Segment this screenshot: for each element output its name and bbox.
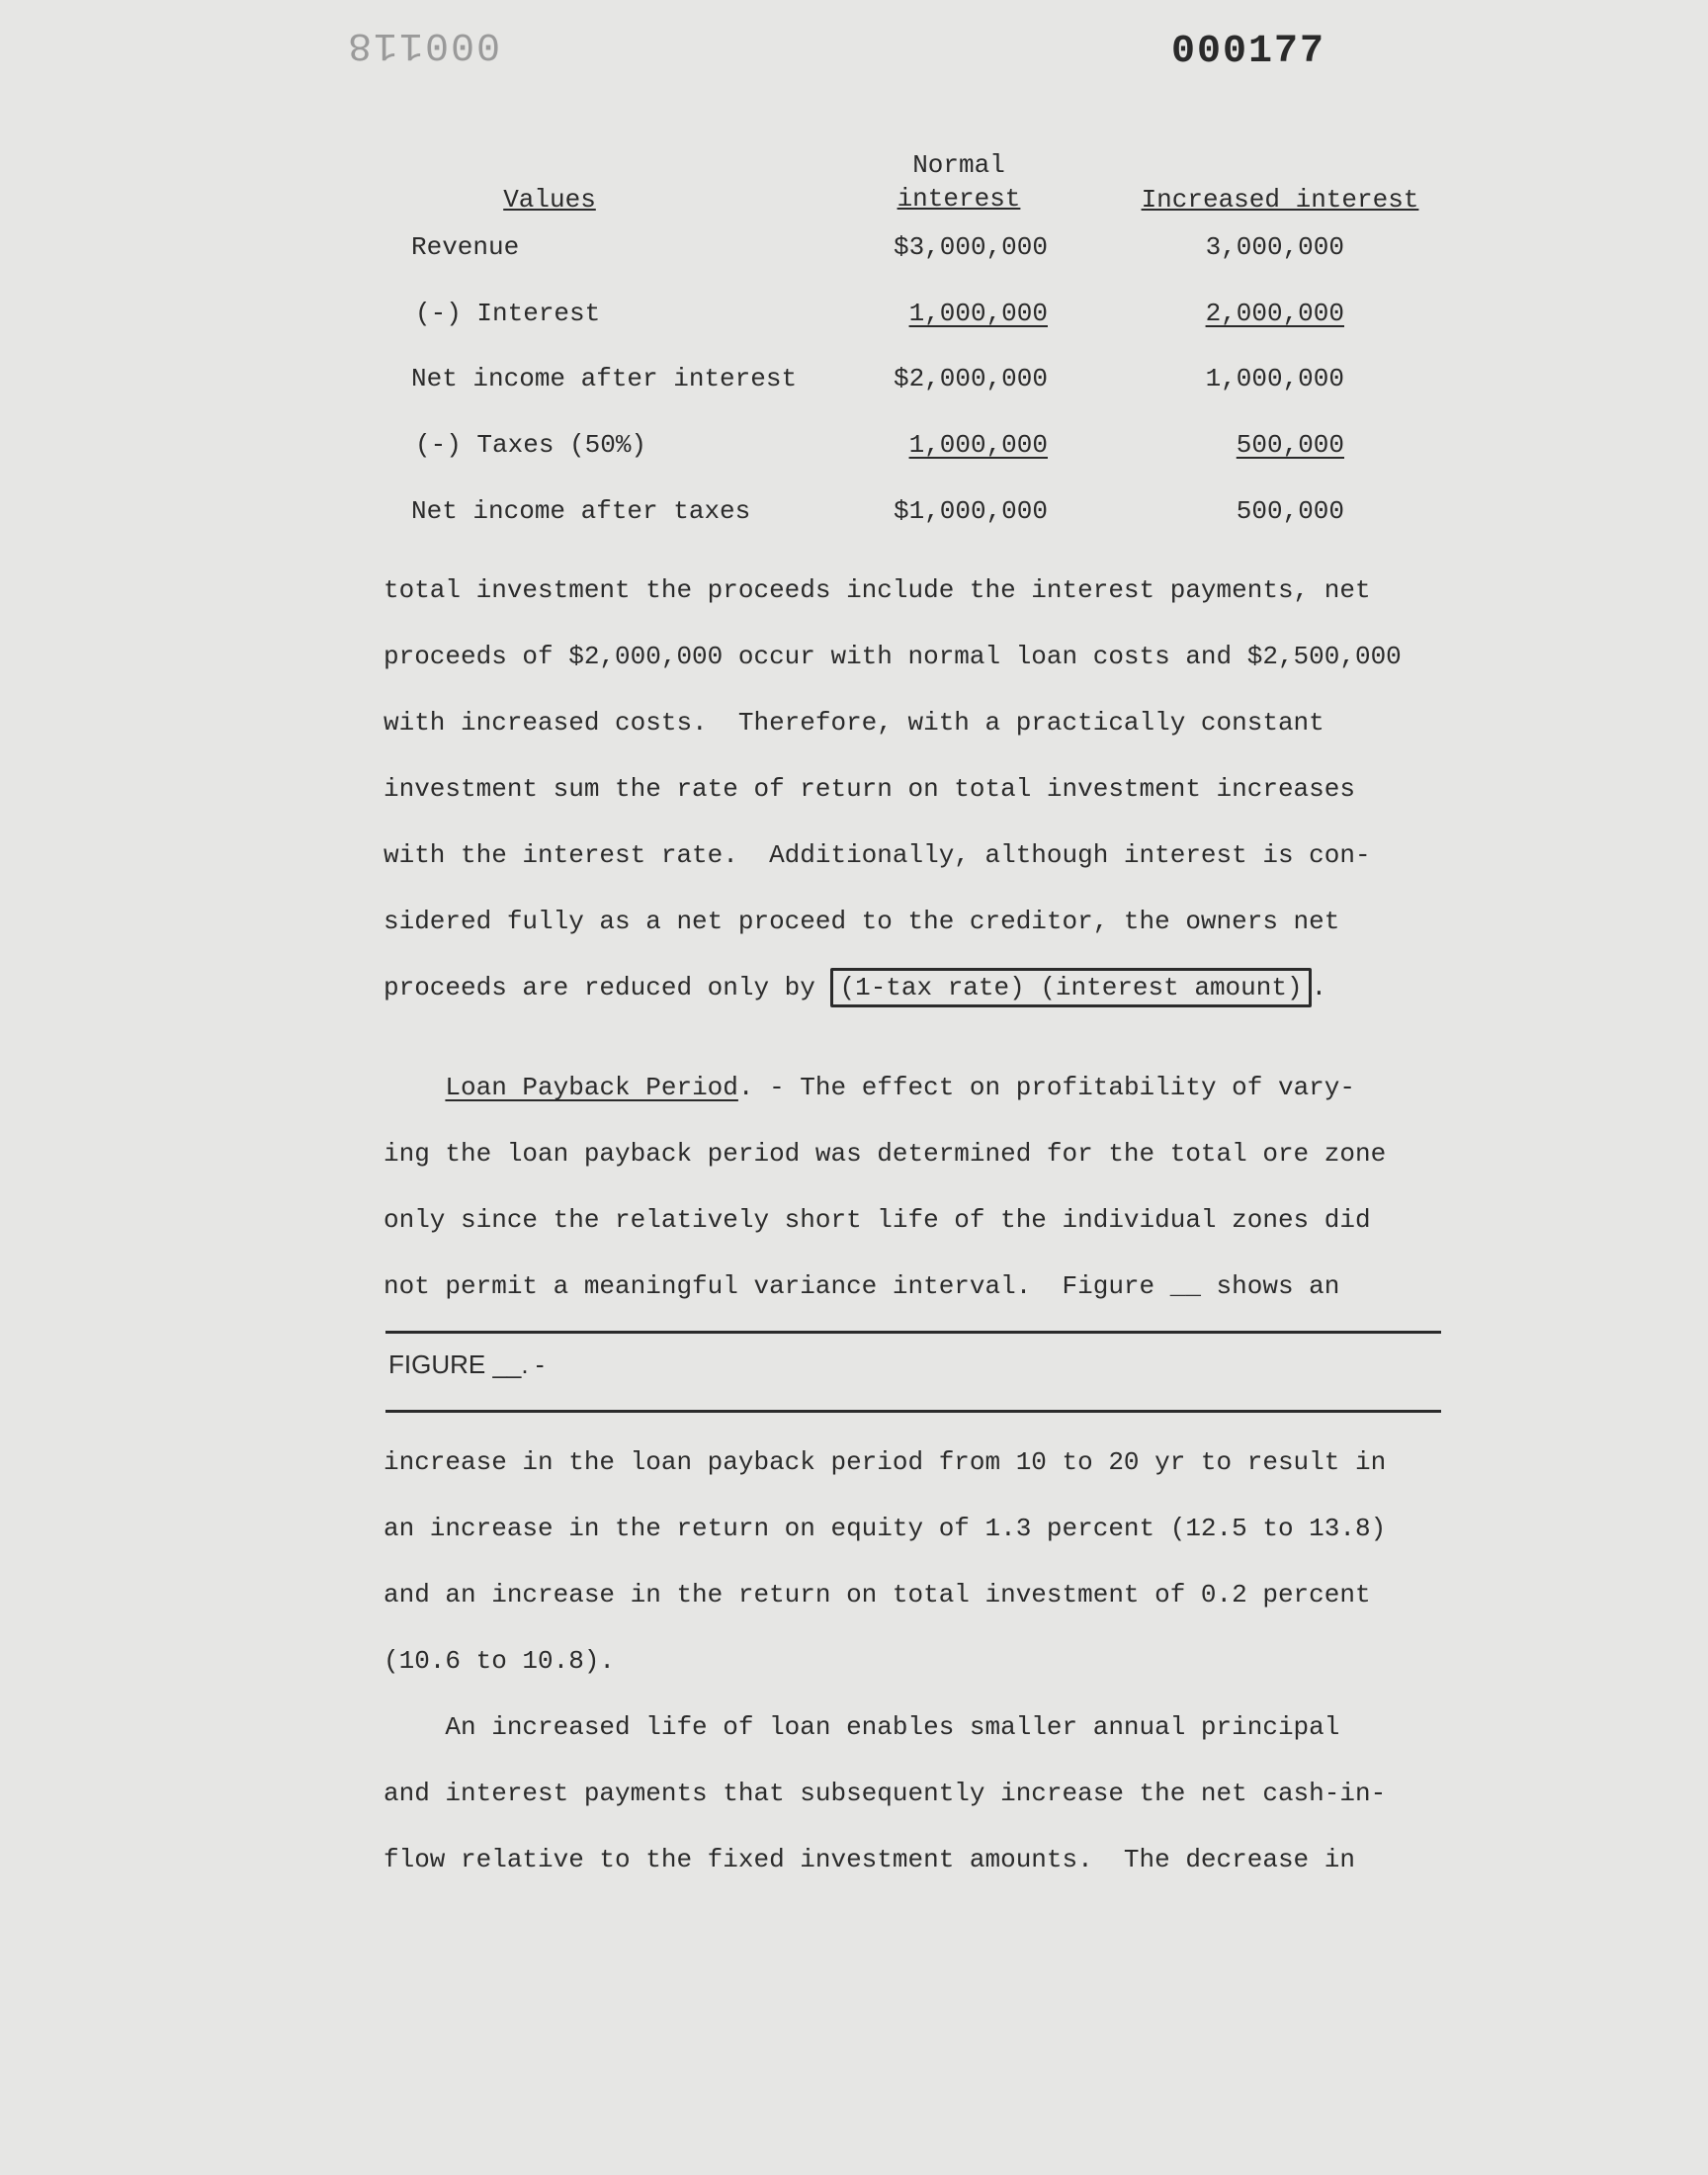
increased-value: 3,000,000	[1205, 232, 1344, 262]
text-line: investment sum the rate of return on total investment increases	[384, 774, 1355, 804]
figure-caption: FIGURE __. -	[388, 1349, 545, 1379]
text-line: sidered fully as a net proceed to the creditor, the owners net	[384, 907, 1340, 936]
row-label: (-) Interest	[415, 299, 601, 328]
normal-value: $3,000,000	[893, 232, 1048, 262]
table-row	[395, 364, 1463, 403]
text-line: with increased costs. Therefore, with a practically constant	[384, 708, 1324, 738]
text-line: an increase in the return on equity of 1.3 percent (12.5 to 13.8)	[384, 1514, 1387, 1543]
increased-value: 500,000	[1236, 430, 1344, 460]
row-label: (-) Taxes (50%)	[415, 430, 647, 460]
text-line: proceeds of $2,000,000 occur with normal loan costs and $2,500,000	[384, 642, 1402, 671]
text-line: An increased life of loan enables smaller annual principal	[384, 1712, 1340, 1742]
text-line: flow relative to the fixed investment amounts. The decrease in	[384, 1845, 1355, 1874]
text-line: proceeds are reduced only by (1-tax rate) (interest amount) .	[384, 955, 1402, 1021]
text-line: and an increase in the return on total investment of 0.2 percent	[384, 1580, 1371, 1610]
normal-value: $2,000,000	[893, 364, 1048, 393]
table-row	[395, 299, 1463, 338]
text-line: Loan Payback Period. - The effect on profitability of vary-	[445, 1073, 1355, 1102]
header-normal-interest: Normal interest	[897, 150, 1021, 214]
text-line: increase in the loan payback period from 10 to 20 yr to result in	[384, 1447, 1387, 1477]
paragraph-loan-payback	[384, 1055, 1386, 1320]
row-label: Net income after taxes	[411, 496, 751, 526]
paragraph-interest-effect	[384, 558, 1402, 1021]
text-line: and interest payments that subsequently increase the net cash-in-	[384, 1779, 1387, 1808]
table-row	[395, 232, 1463, 272]
formula-bracket: (1-tax rate) (interest amount)	[830, 968, 1311, 1007]
text-line: with the interest rate. Additionally, although interest is con-	[384, 840, 1371, 870]
text-line: (10.6 to 10.8).	[384, 1646, 616, 1676]
row-label: Revenue	[411, 232, 520, 262]
header-values: Values	[503, 185, 596, 215]
figure-rule-bottom	[385, 1410, 1441, 1413]
header-increased-interest: Increased interest	[1141, 185, 1419, 215]
paragraph-payback-result	[384, 1430, 1386, 1695]
table-row	[395, 430, 1463, 470]
paragraph-loan-life	[384, 1695, 1386, 1893]
normal-value: $1,000,000	[893, 496, 1048, 526]
faint-page-number: 000118	[346, 22, 501, 66]
text-line: total investment the proceeds include the interest payments, net	[384, 575, 1371, 605]
text-line: only since the relatively short life of the individual zones did	[384, 1205, 1371, 1235]
figure-rule-top	[385, 1331, 1441, 1334]
section-heading: Loan Payback Period	[445, 1073, 738, 1102]
row-label: Net income after interest	[411, 364, 798, 393]
table-row	[395, 496, 1463, 536]
normal-value: 1,000,000	[908, 430, 1048, 460]
increased-value: 2,000,000	[1205, 299, 1344, 328]
text-line: not permit a meaningful variance interval. Figure __ shows an	[384, 1271, 1340, 1301]
increased-value: 500,000	[1236, 496, 1344, 526]
increased-value: 1,000,000	[1205, 364, 1344, 393]
page-number: 000177	[1171, 30, 1326, 74]
normal-value: 1,000,000	[908, 299, 1048, 328]
text-line: ing the loan payback period was determined for the total ore zone	[384, 1139, 1387, 1169]
